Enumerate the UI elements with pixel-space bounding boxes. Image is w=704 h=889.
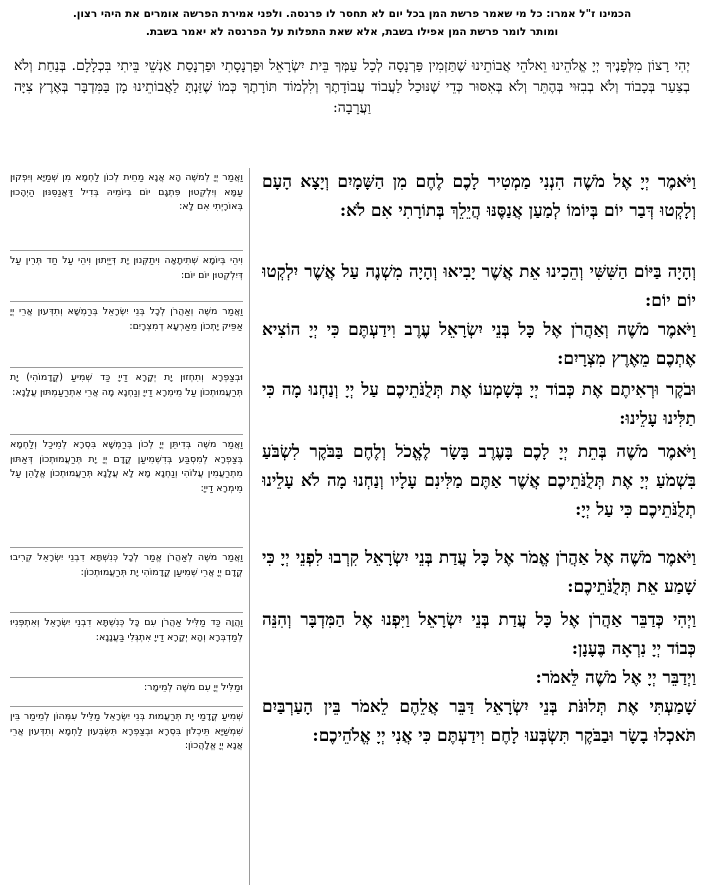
- aramaic-verse: וּבְצַפְרָא וְתִחְזוּן יָת יְקָרָא דַייָ כַּד שְׁמִיעַ (קֳדָמוֹהִי) יָת תְּרַעֲמוּתְכוֹן עַל מֵימְרָא דַייָ וְנַחְנָא מָה אֲרֵי אִתְרַעַמְתּוּן עֲלָנָא:: [10, 368, 243, 435]
- hebrew-verse: וַיֹּאמֶר מֹשֶׁה וְאַהֲרֹן אֶל כָּל בְּנֵי יִשְׂרָאֵל עֶרֶב וִידַעְתֶּם כִּי יְיָ הוֹצִיא אֶתְכֶם מֵאֶרֶץ מִצְרָיִם:: [262, 320, 696, 369]
- hebrew-verse: וַיֹּאמֶר מֹשֶׁה אֶל אַהֲרֹן אֱמֹר אֶל כָּל עֲדַת בְּנֵי יִשְׂרָאֵל קִרְבוּ לִפְנֵי יְיָ כִּי שָׁמַע אֵת תְּלֻנֹּתֵיכֶם:: [262, 548, 696, 597]
- instruction-line-2: ומותר לומר פרשת המן אפילו בשבת, אלא שאת התפלות על הפרנסה לא יאמר בשבת.: [145, 26, 559, 38]
- aramaic-verse: וַאֲמַר משֶׁה לְאַהֲרֹן אֱמַר לְכָל כְּנִשְׁתָּא דִבְנֵי יִשְׂרָאֵל קְרִיבוּ קֳדָם יְיָ אֲרֵי שְׁמִיעַן קֳדָמוֹהִי יָת תְּרַעֲמוּתְכוֹן:: [10, 548, 243, 613]
- aramaic-verse: וַאֲמַר משֶׁה בְּדִיתֵּן יְיָ לְכוֹן בְּרַמְשָׁא בִּסְרָא לְמֵיכַל וְלַחְמָא בְּצַפְרָא לְמִסְבַּע בְּדִשְׁמִיעַן קֳדָם יְיָ יָת תְּרַעֲמוּתְכוֹן דְּאַתּוּן מִתְרַעֲמִין עֲלוֹהִי וְנַחְנָא מָא לָא עֲלָנָא תְּרַעֲמוּתְכוֹן אֱלָהֵן עַל מֵימְרָא דַייָ:: [10, 435, 243, 548]
- yehi-ratzon-prayer: יְהִי רָצוֹן מִלְּפָנֶיךָ יְיָ אֱלֹהֵינוּ וֵאלֹהֵי אֲבוֹתֵינוּ שֶׁתַּזְמִין פַּרְנָסָה לְכָל עַמְּךָ בֵּית יִשְׂרָאֵל וּפַרְנָסָתִי וּפַרְנָסַת אַנְשֵׁי בֵּיתִי בִּכְלָלָם. בְּנַחַת וְלֹא בְצַעַר בְּכָבוֹד וְלֹא בְבִזּוּי בְּהֶתֵּר וְלֹא בְּאִסּוּר כְּדֵי שֶׁנּוּכַל לַעֲבוֹד עֲבוֹדָתֶךָ וְלִלְמוֹד תּוֹרָתֶךָ כְּמוֹ שֶׁזַּנְתָּ לַאֲבוֹתֵינוּ מָן בַּמִּדְבָּר בְּאֶרֶץ צִיָּה וַעֲרָבָה:: [14, 58, 690, 116]
- verse-table: [10, 168, 696, 885]
- hebrew-verse: וְהָיָה בַּיּוֹם הַשִּׁשִּׁי וְהֵכִינוּ אֵת אֲשֶׁר יָבִיאוּ וְהָיָה מִשְׁנֶה עַל אֲשֶׁר יִלְקְטוּ יוֹם יוֹם:: [262, 262, 696, 311]
- hebrew-verse: וַיְדַבֵּר יְיָ אֶל מֹשֶׁה לֵּאמֹר:: [535, 668, 696, 688]
- aramaic-verse: וּמַלִּיל יְיָ עִם משֶׁה לְמֵימָר:: [10, 678, 243, 707]
- hebrew-verse: וַיֹּאמֶר יְיָ אֶל מֹשֶׁה הִנְנִי מַמְטִיר לָכֶם לֶחֶם מִן הַשָּׁמָיִם וְיָצָא הָעָם וְלָקְטוּ דְּבַר יוֹם בְּיוֹמוֹ לְמַעַן אֲנַסֶּנּוּ הֲיֵלֵךְ בְּתוֹרָתִי אִם לֹא:: [262, 172, 696, 221]
- hebrew-verse: וַיֹּאמֶר מֹשֶׁה בְּתֵת יְיָ לָכֶם בָּעֶרֶב בָּשָׂר לֶאֱכֹל וְלֶחֶם בַּבֹּקֶר לִשְׂבֹּעַ בִּשְׁמֹעַ יְיָ אֶת תְּלֻנֹּתֵיכֶם אֲשֶׁר אַתֶּם מַלִּינִם עָלָיו וְנַחְנוּ מָה לֹא עָלֵינוּ תְלֻנֹּתֵיכֶם כִּי עַל יְיָ:: [262, 442, 696, 520]
- aramaic-verse: וַאֲמַר משֶׁה וְאַהֲרֹן לְכָל בְּנֵי יִשְׂרָאֵל בְּרַמְשָׁא וְתִדְּעוּן אֲרֵי יְיָ אַפֵּיק יָתְכוֹן מֵאַרְעָא דְמִצְרָיִם:: [10, 302, 243, 368]
- aramaic-verse: וִיהֵי בְּיוֹמָא שְׁתִיתָאָה וִיתַקְּנוּן יָת דְּיַיְתוּן וִיהֵי עַל חַד תְּרֵין עַל דְּיִלְקְטוּן יוֹם יוֹם:: [10, 251, 243, 302]
- instruction-line-1: הכמינו ז"ל אמרו: כל מי שאמר פרשת המן בכל יום לא תחסר לו פרנסה. ולפני אמירת הפרשה אומרים את היהי רצון.: [72, 8, 632, 20]
- hebrew-verse: וּבֹקֶר וּרְאִיתֶם אֶת כְּבוֹד יְיָ בְּשָׁמְעוֹ אֶת תְּלֻנֹּתֵיכֶם עַל יְיָ וְנַחְנוּ מָה כִּי תַלִּינוּ עָלֵינוּ:: [262, 380, 696, 429]
- aramaic-verse: וַהֲוָה כַּד מַלִּיל אַהֲרֹן עִם כָּל כְּנִשְׁתָּא דִבְנֵי יִשְׂרָאֵל וְאִתְפְּנִיוּ לְמַדְבְּרָא וְהָא יְקָרָא דַייָ אִתְגְּלִי בַּעֲנָנָא:: [10, 613, 243, 678]
- aramaic-column: [10, 168, 250, 885]
- hebrew-column: [250, 168, 696, 885]
- hebrew-verse: וַיְהִי כְּדַבֵּר אַהֲרֹן אֶל כָּל עֲדַת בְּנֵי יִשְׂרָאֵל וַיִּפְנוּ אֶל הַמִּדְבָּר וְהִנֵּה כְּבוֹד יְיָ נִרְאָה בֶּעָנָן:: [262, 610, 696, 659]
- instruction-note: [18, 5, 686, 41]
- aramaic-verse: וַאֲמַר יְיָ לְמשֶׁה הָא אֲנָא מַחֵית לְכוֹן לַחְמָא מִן שְׁמַיָּא וְיִפְקוּן עַמָּא וְיִלְקְטוּן פִּתְגָם יוֹם בְּיוֹמֵיהּ בְּדִיל דַּאֲנַסֵּנּוּן הַיְהָכוּן בְּאוֹרָיְתִי אִם לָא:: [10, 168, 243, 251]
- hebrew-verse: שָׁמַעְתִּי אֶת תְּלוּנֹּת בְּנֵי יִשְׂרָאֵל דַּבֵּר אֲלֵהֶם לֵאמֹר בֵּין הָעַרְבַּיִם תֹּאכְלוּ בָשָׂר וּבַבֹּקֶר תִּשְׂבְּעוּ לָחֶם וִידַעְתֶּם כִּי אֲנִי יְיָ אֱלֹהֵיכֶם:: [262, 697, 696, 746]
- aramaic-verse: שְׁמִיעַ קֳדָמַי יָת תְּרַעֲמוּת בְּנֵי יִשְׂרָאֵל מַלֵּיל עִמְּהוֹן לְמֵימַר בֵּין שִׁמְשַׁיָּא תֵּיכְלוּן בִּסְרָא וּבְצַפְרָא תִּשְׂבְּעוּן לַחְמָא וְתִדְּעוּן אֲרֵי אֲנָא יְיָ אֱלָהֲכוֹן:: [10, 711, 243, 751]
